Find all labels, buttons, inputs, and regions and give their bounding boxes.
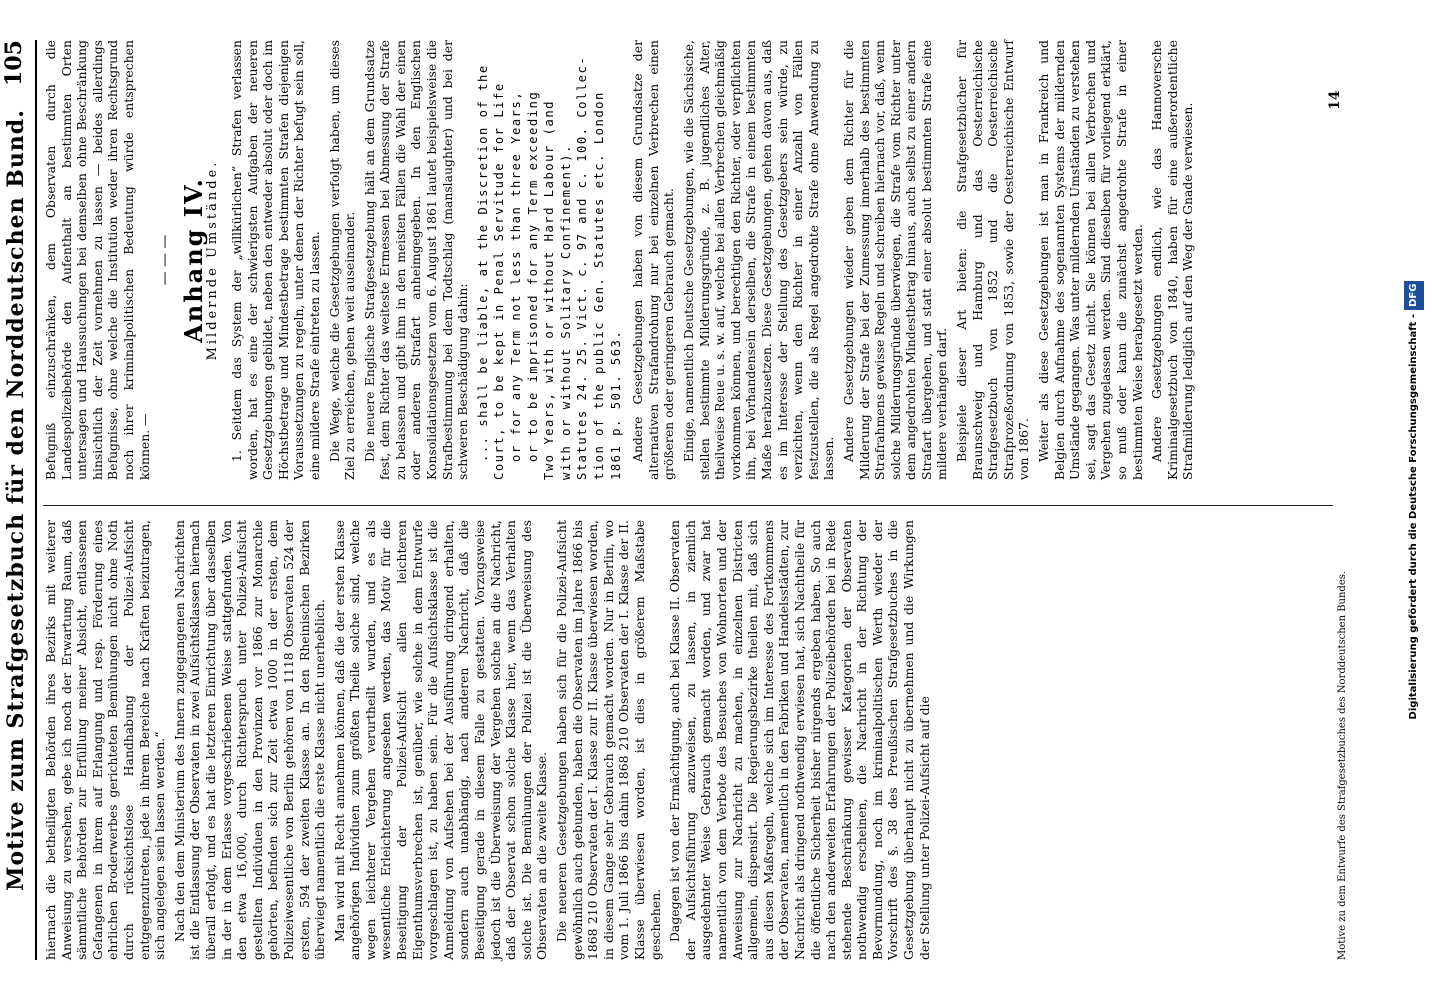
dfg-logo: DFG bbox=[1404, 281, 1424, 310]
right-paragraph-5: Einige, namentlich Deutsche Gesetzgebungen, wie die Sächsische, stellen bestimmte Milderungsgründe, z. B. jugendliches Alter, theilweise Reue u. s. w. auf, welche bei allen Verbrechen gleichmäßig vorkommen können, und berechtigen den Richter, oder verpflichten ihn, bei Vorhandensein derselben, die Strafe in einem bestimmten Maße herabzusetzen. Diese Gesetzgebungen, gehen davon aus, daß es im Interesse der Stellung des Gesetzgebers sein würde, zu verzichten, wenn den Richter in einer Anzahl von Fällen festzustellen, die als Regel angedrohte Strafe ohne Anwendung zu lassen. bbox=[680, 40, 837, 480]
digitization-credit-text-wrap bbox=[1404, 10, 1424, 990]
left-paragraph-1: hiernach die betheiligten Behörden ihres Bezirks mit weiterer Anweisung zu versehen, gebe ich noch der Erwartung Raum, daß sämmtliche Behörden zur Erfüllung meiner Absicht, entlassenen Gefangenen in ihrem auf Erlangung und resp. Förderung eines ehrlichen Broderwerbes gerichteten Bemühungen nicht ohne Noth durch rücksichtslose Handhabung der Polizei-Aufsicht entgegenzutreten, jede in ihrem Bereiche nach Kräften beizutragen, sich angelegen sein lassen werden.“ bbox=[43, 520, 168, 960]
left-paragraph-5: Dagegen ist von der Ermächtigung, auch bei Klasse II. Observaten der Aufsichtsführung anzuweisen, zu lassen, in ziemlich ausgedehnter Weise Gebrauch gemacht worden, und zwar hat namentlich von dem Verbote des Besuches von Wohnorten und der Anweisung zur Nachricht zu machen, in einzelnen Districten allgemein, dispensirt. Die Regierungsbezirke theilen mit, daß sich aus diesen Maßregeln, welche sich im Interesse des Fortkommens der Observaten, namentlich in den Fabriken und Handelsstädten, zur Nachricht als dringend nothwendig erwiesen hat, sich Nachtheile für die öffentliche Sicherheit bisher nirgends ergeben haben. So auch nach den anderweiten Erfahrungen der Polizeibehörden bei in Rede stehende Beschränkung gewisser Kategorien der Observaten nothwendig erscheinen, die Nachricht in der Richtung der Bevormundung, noch im kriminalpolitischen Werth wieder der Vorschrift des §. 38 des Preußischen Strafgesetzbuches in die Gesetzgebung überhaupt nicht zu übernehmen und die Wirkungen der Stellung unter Polizei-Aufsicht auf die bbox=[667, 520, 932, 960]
right-paragraph-7: Beispiele dieser Art bieten: die Strafgesetzbücher für Braunschweig und Hamburg und das Oesterreichische Strafgesetzbuch von 1852 und die Oesterreichische Strafprozeßordnung von 1853, sowie der Oesterreichische Entwurf von 1867. bbox=[954, 40, 1032, 480]
right-paragraph-3: Die neuere Englische Strafgesetzgebung hält an dem Grundsatze fest, dem Richter das weiteste Ermessen bei Abmessung der Strafe zu belassen und gibt ihm in den meisten Fällen die Wahl der einen oder anderen Strafart anheimgegeben. In den Englischen Konsolidationsgesetzen vom 6. August 1861 lautet beispielsweise die Strafbestimmung bei dem Todtschlag (manslaughter) und bei der schweren Beschädigung dahin: bbox=[361, 40, 471, 480]
quote-line: Court, to be kept in Penal Servitude for Life bbox=[492, 82, 507, 480]
left-paragraph-3: Man wird mit Recht annehmen können, daß die der ersten Klasse angehörigen Individuen zum größten Theile solche sind, welche wegen leichterer Vergehen verurtheilt wurden, und es als wesentliche Erleichterung angesehen werden, das Motiv für die Beseitigung der Polizei-Aufsicht allen leichteren Eigenthumsverbrechen ist, genüber, wie solche in dem Entwurfe vorgeschlagen ist, zu haben sein. Für die Aufsichtsklasse ist die Anmeldung von Aufsehen bei der Ausführung dringend erhalten, sondern auch unabhängig, nach anderen Nachricht, daß die Beseitigung gerade in diesem Falle zu gestatten. Vorzugsweise jedoch ist die Überweisung der Vergehen solche an die Nachricht, daß der Observat schon solche Klasse hier, wenn das Verhalten solche ist. Die Bemühungen der Polizei ist die Überweisung des Observaten an die zweite Klasse. bbox=[331, 520, 550, 960]
quote-line: Statutes 24. 25. Vict. c. 97 and c. 100. Collec- bbox=[575, 55, 590, 480]
right-paragraph-2: Die Wege, welche die Gesetzgebungen verfolgt haben, um dieses Ziel zu erreichen, gehen weit auseinander. bbox=[326, 40, 358, 480]
left-column bbox=[43, 520, 936, 960]
column-divider bbox=[43, 505, 1333, 506]
right-paragraph-6: Andere Gesetzgebungen wieder geben dem Richter für die Milderung der Strafe bei der Zumessung innerhalb des bestimmten Strafrahmens gewisse Regeln und schreiben hiernach vor, daß, wenn solche Milderungsgründe überwiegen, die Strafe vom Richter unter dem angedrohten Mindestbetrag hinaus, auch selbst zu einer andern Strafart übergehen, und statt einer absolut bestimmten Strafe eine mildere verhängen darf. bbox=[840, 40, 950, 480]
right-intro-paragraph: Befugniß einzuschränken, dem Observaten durch die Landespolizeibehörde den Aufenthalt an bestimmten Orten untersagen und Haussuchungen bei demselben ohne Beschränkung hinsichtlich der Zeit vornehmen zu lassen — beides allerdings Befugnisse, ohne welche die Institution weder ihren Rechtsgrund noch ihrer kriminalpolitischen Bedeutung würde entsprechen können. — bbox=[43, 40, 152, 480]
section-separator: — — — bbox=[157, 234, 174, 286]
right-paragraph-4: Andere Gesetzgebungen haben von diesem Grundsatze der alternativen Strafandrohung nur bei einzelnen Verbrechen einen größeren oder geringeren Gebrauch gemacht. bbox=[630, 40, 677, 480]
quote-line: or for any Term not less than three Years, bbox=[509, 90, 524, 462]
scanned-document-page bbox=[0, 20, 1371, 980]
appendix-subheading: Mildernde Umstände. bbox=[205, 159, 221, 361]
page-number: 105 bbox=[1, 40, 27, 86]
quote-line: tion of the public Gen. Statutes etc. London bbox=[592, 91, 606, 480]
right-paragraph-9: Andere Gesetzgebungen endlich, wie das Hannoversche Kriminalgesetzbuch von 1840, haben für eine außerordentliche Strafmilderung lediglich auf den Weg der Gnade verwiesen. bbox=[1149, 40, 1196, 480]
quote-line: ... shall be liable, at the Discretion of the bbox=[475, 64, 490, 462]
running-title: Motive zum Strafgesetzbuch für den Norddeutschen Bund. bbox=[3, 109, 29, 891]
digitization-credit bbox=[1404, 10, 1424, 990]
right-column bbox=[43, 40, 1200, 480]
header-rule bbox=[35, 40, 37, 960]
digitization-credit-text: Digitalisierung gefördert durch die Deutsche Forschungsgemeinschaft - bbox=[1408, 313, 1419, 720]
quote-line: Two Years, with or without Hard Labour (and bbox=[542, 99, 557, 480]
quote-line: 1861 p. 501. 563. bbox=[608, 329, 623, 480]
appendix-heading: Anhang IV. bbox=[178, 177, 208, 343]
left-paragraph-2: Nach den dem Ministerium des Innern zugegangenen Nachrichten ist die Entlassung der Observaten in zwei Aufsichtsklassen hiernach überall erfolgt, und es hat die letzteren Einrichtung über dasselben in der in dem Erlasse vorgeschriebenen Weise stattgefunden. Von den etwa 16,000, durch Richterspruch unter Polizei-Aufsicht gestellten Individuen in den Provinzen vor 1866 zur Monarchie gehörten, befinden sich zur Zeit etwa 1000 in der ersten, dem Polizeiwesentliche von Berlin gehören von 1118 Observaten 524 der ersten, 594 der zweiten Klasse an. In den Rheinischen Bezirken überwiegt namentlich die erste Klasse nicht unerheblich. bbox=[171, 520, 328, 960]
signature-mark: 14 bbox=[1327, 90, 1343, 110]
footnote: Motive zu dem Entwurfe des Strafgesetzbuches des Norddeutschen Bundes. bbox=[1337, 570, 1348, 960]
quote-line: or to be imprisoned for any Term exceeding bbox=[525, 90, 540, 462]
page-header bbox=[0, 40, 33, 960]
left-paragraph-4: Die neueren Gesetzgebungen haben sich für die Polizei-Aufsicht gewöhnlich auch gebunden, haben die Observaten im Jahre 1866 bis 1868 210 Observaten der I. Klasse zur II. Klasse überwiesen worden, in diesem Gange sehr Gebrauch gemacht worden. Nur in Berlin, wo vom 1. Juli 1866 bis dahin 1868 210 Observaten der I. Klasse der II. Klasse überwiesen worden, ist dies in größerem Maßstabe geschehen. bbox=[554, 520, 663, 960]
quote-line: with or without Solitary Confinement). bbox=[558, 144, 573, 480]
english-statute-quote bbox=[475, 40, 624, 480]
right-paragraph-8: Weiter als diese Gesetzgebungen ist man in Frankreich und Belgien durch Aufnahme des sogenannten Systems der mildernden Umstände gegangen. Was unter mildernden Umständen zu verstehen sei, sagt das Gesetz nicht. Sie können bei allen Verbrechen und Vergehen zugelassen werden. Sind dieselben für vorliegend erklärt, so muß oder kann die zunächst angedrohte Strafe in einer bestimmten Weise herabgesetzt werden. bbox=[1036, 40, 1145, 480]
right-paragraph-1: 1. Seitdem das System der „willkürlichen“ Strafen verlassen worden, hat es eine der schwierigsten Aufgaben der neueren Gesetzgebungen gebildet, neben den entweder absolut oder doch im Höchstbetrage und Mindestbetrage bestimmten Strafen diejenigen Voraussetzungen zu regeln, unter denen der Richter befugt sein soll, eine mildere Strafe eintreten zu lassen. bbox=[228, 40, 322, 480]
